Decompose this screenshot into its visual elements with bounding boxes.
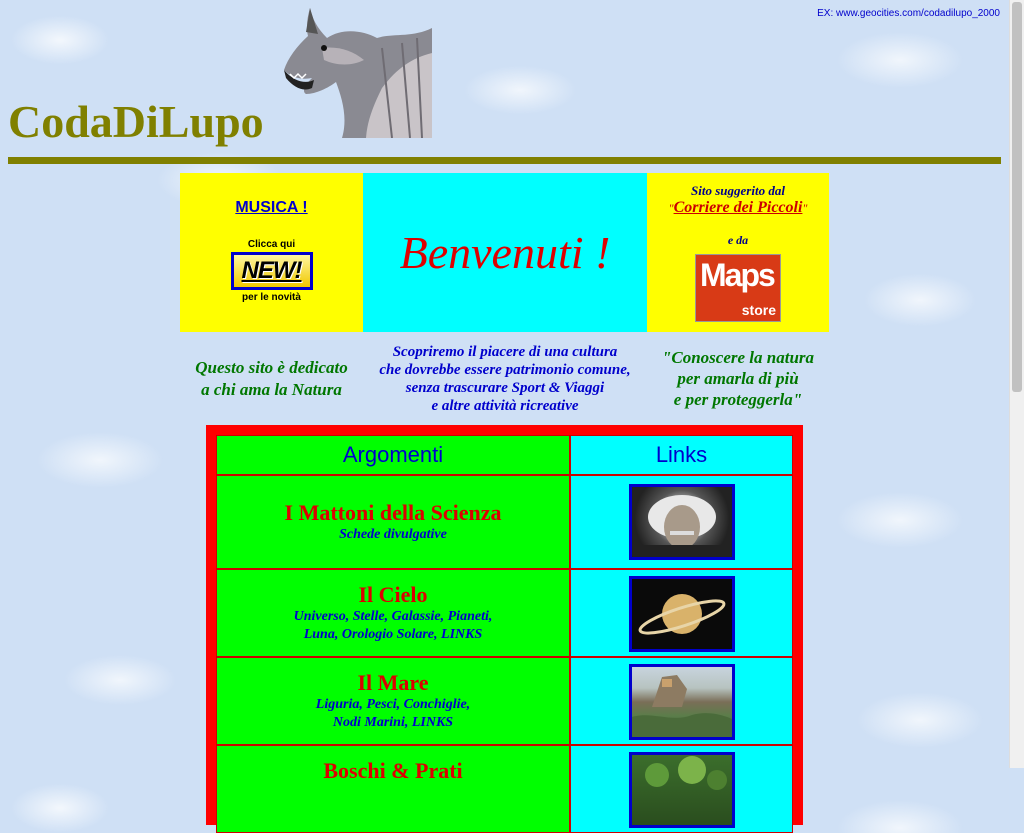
novita-label: per le novità — [242, 292, 301, 303]
tagline-right — [647, 347, 829, 410]
suggested-by-label: Sito suggerito dal — [691, 183, 785, 198]
tagline-middle-line: che dovrebbe essere patrimonio comune, — [379, 362, 631, 378]
table-row — [216, 745, 570, 833]
tagline-middle — [363, 343, 647, 415]
table-row — [216, 475, 570, 569]
music-box — [180, 173, 363, 332]
vertical-scrollbar[interactable] — [1009, 0, 1024, 768]
tagline-right-line: e per proteggerla" — [673, 390, 803, 409]
garden-photo — [632, 755, 732, 825]
table-row — [216, 657, 570, 745]
topic-link-mare[interactable]: Il Mare — [357, 670, 429, 695]
sea-photo — [632, 667, 732, 737]
table-row-link — [570, 745, 793, 833]
site-title: CodaDiLupo — [8, 96, 264, 147]
tagline-right-line: per amarla di più — [677, 369, 799, 388]
saturn-photo-link[interactable] — [629, 576, 735, 652]
tagline-middle-line: senza trascurare Sport & Viaggi — [405, 380, 605, 396]
garden-photo-link[interactable] — [629, 752, 735, 828]
table-row-link — [570, 657, 793, 745]
topic-link-scienza[interactable]: I Mattoni della Scienza — [284, 500, 502, 525]
table-row-link — [570, 569, 793, 657]
header-links — [570, 435, 793, 475]
store-logo-text: store — [741, 302, 776, 318]
einstein-photo-link[interactable] — [629, 484, 735, 560]
scrollbar-thumb[interactable] — [1012, 2, 1022, 392]
tagline-middle-line: e altre attività ricreative — [431, 398, 579, 414]
ex-geocities-link[interactable]: EX: www.geocities.com/codadilupo_2000 — [817, 8, 1000, 19]
quote-close: " — [802, 201, 808, 215]
clicca-qui-label: Clicca qui — [247, 239, 296, 250]
table-row-link — [570, 475, 793, 569]
tagline-left — [180, 357, 363, 401]
saturn-photo — [632, 579, 732, 649]
welcome-box — [363, 173, 647, 332]
tagline-right-line: "Conoscere la natura — [661, 348, 815, 367]
table-row — [216, 569, 570, 657]
welcome-heading: Benvenuti ! — [399, 227, 611, 278]
tagline-middle-line: Scopriremo il piacere di una cultura — [392, 344, 618, 360]
wolf-image — [282, 8, 434, 138]
topic-description: Schede divulgative — [339, 527, 447, 542]
new-badge-button[interactable]: NEW! — [231, 252, 313, 290]
header-topics — [216, 435, 570, 475]
topic-description: Universo, Stelle, Galassie, Pianeti, — [293, 609, 493, 624]
topic-description: Nodi Marini, LINKS — [332, 715, 454, 730]
suggestion-box — [647, 173, 829, 332]
e-da-label: e da — [727, 233, 749, 247]
topic-description: Luna, Orologio Solare, LINKS — [303, 627, 483, 642]
corriere-dei-piccoli-link[interactable]: Corriere dei Piccoli — [673, 199, 803, 216]
topic-description: Liguria, Pesci, Conchiglie, — [315, 697, 471, 712]
title-divider — [8, 157, 1001, 164]
topic-link-boschi[interactable]: Boschi & Prati — [323, 758, 463, 783]
music-link[interactable]: MUSICA ! — [235, 199, 308, 216]
einstein-photo — [632, 487, 732, 557]
header-links-label: Links — [655, 442, 708, 467]
quote-open: " — [668, 201, 674, 215]
header-topics-label: Argomenti — [342, 442, 444, 467]
maps-store-logo[interactable] — [695, 254, 781, 322]
topics-table — [216, 435, 793, 783]
topic-link-cielo[interactable]: Il Cielo — [358, 582, 428, 607]
maps-logo-text: Maps — [700, 257, 774, 293]
tagline-left-line: a chi ama la Natura — [201, 380, 342, 399]
tagline-left-line: Questo sito è dedicato — [195, 358, 348, 377]
sea-photo-link[interactable] — [629, 664, 735, 740]
